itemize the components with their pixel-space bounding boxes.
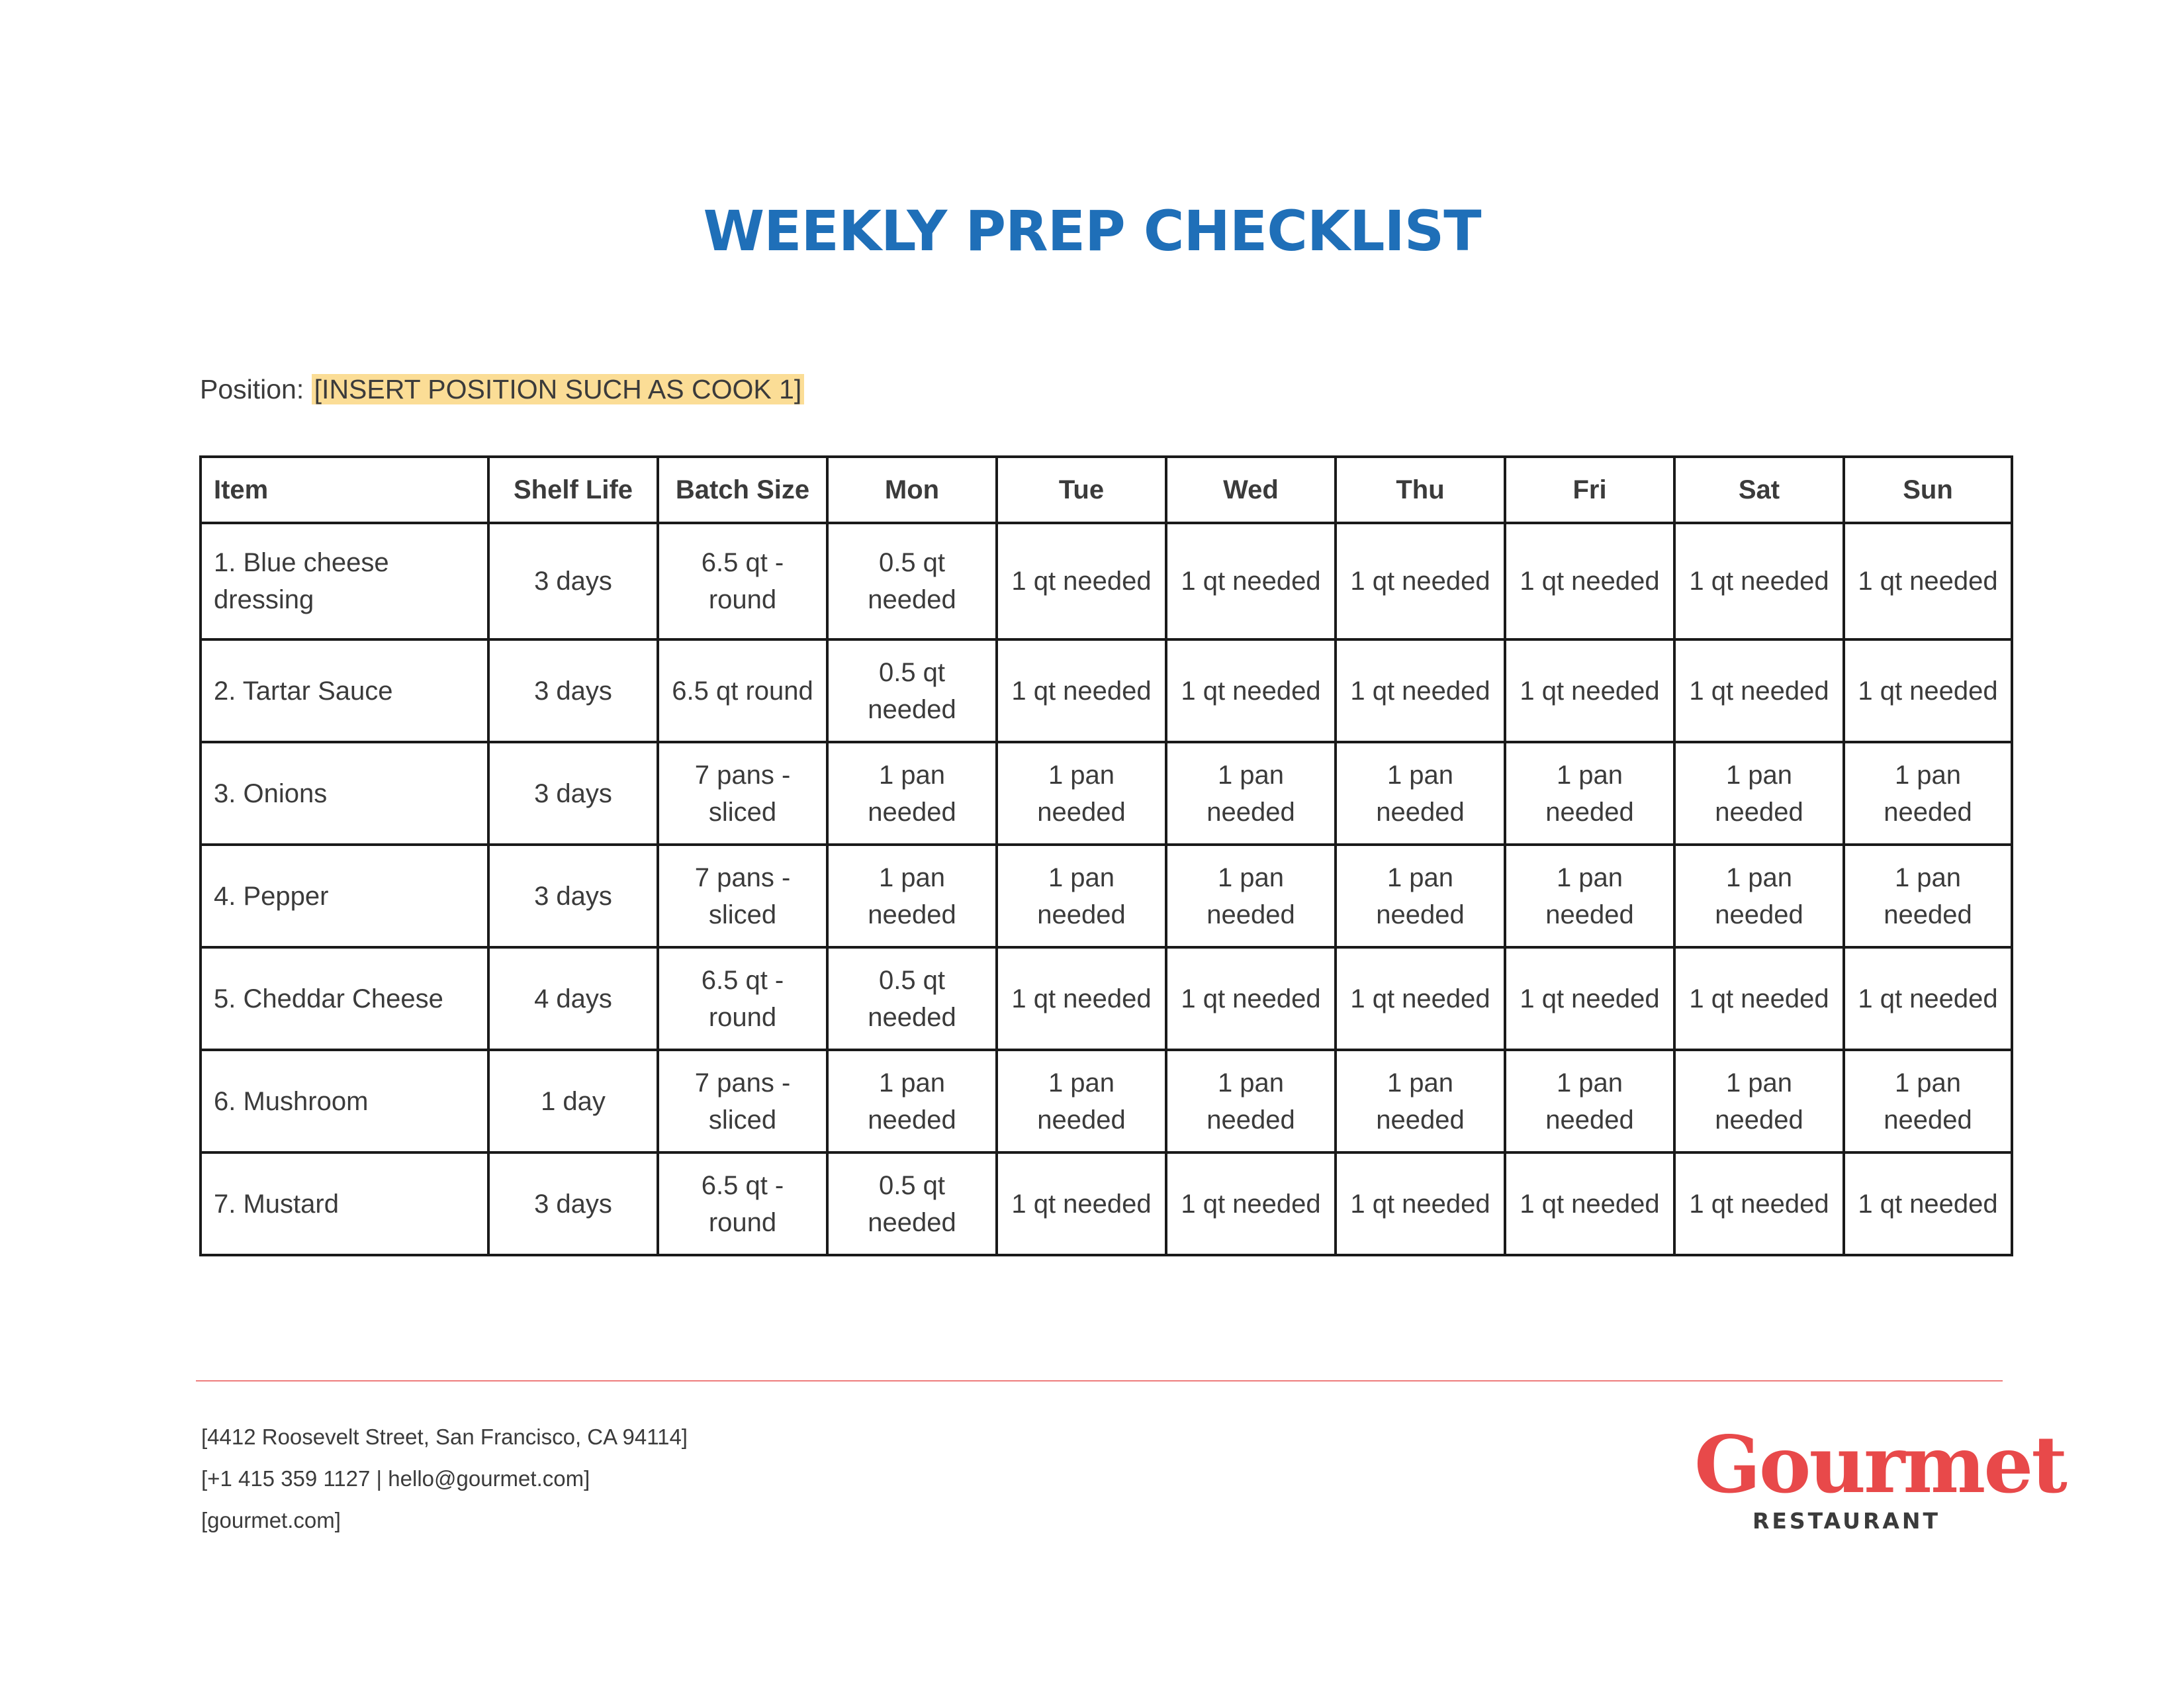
cell-wed: 1 qt needed xyxy=(1166,639,1336,742)
cell-mon: 0.5 qt needed xyxy=(827,947,997,1050)
cell-sat: 1 qt needed xyxy=(1674,947,1844,1050)
table-header-row xyxy=(201,457,2012,523)
cell-sun: 1 qt needed xyxy=(1844,1152,2012,1255)
footer-website: [gourmet.com] xyxy=(201,1508,341,1532)
footer-contact: [+1 415 359 1127 | hello@gourmet.com] xyxy=(201,1466,590,1491)
cell-batch-size: 6.5 qt round xyxy=(658,639,827,742)
cell-thu: 1 qt needed xyxy=(1336,639,1505,742)
cell-item: 7. Mustard xyxy=(201,1152,488,1255)
cell-tue: 1 pan needed xyxy=(997,1050,1166,1152)
header-item: Item xyxy=(201,457,488,523)
cell-mon: 1 pan needed xyxy=(827,742,997,845)
cell-thu: 1 pan needed xyxy=(1336,1050,1505,1152)
gourmet-logo xyxy=(1694,1419,2066,1541)
position-field xyxy=(200,374,804,405)
table-row xyxy=(201,742,2012,845)
cell-shelf-life: 3 days xyxy=(488,742,658,845)
cell-mon: 0.5 qt needed xyxy=(827,1152,997,1255)
cell-wed: 1 pan needed xyxy=(1166,845,1336,947)
cell-fri: 1 qt needed xyxy=(1505,947,1674,1050)
cell-mon: 1 pan needed xyxy=(827,1050,997,1152)
cell-sat: 1 qt needed xyxy=(1674,1152,1844,1255)
header-sat: Sat xyxy=(1674,457,1844,523)
header-shelf-life: Shelf Life xyxy=(488,457,658,523)
cell-wed: 1 qt needed xyxy=(1166,1152,1336,1255)
cell-sun: 1 qt needed xyxy=(1844,947,2012,1050)
cell-sun: 1 qt needed xyxy=(1844,523,2012,639)
cell-shelf-life: 3 days xyxy=(488,523,658,639)
cell-tue: 1 qt needed xyxy=(997,523,1166,639)
cell-shelf-life: 3 days xyxy=(488,845,658,947)
cell-sat: 1 pan needed xyxy=(1674,845,1844,947)
header-mon: Mon xyxy=(827,457,997,523)
cell-fri: 1 pan needed xyxy=(1505,742,1674,845)
cell-sun: 1 pan needed xyxy=(1844,1050,2012,1152)
cell-batch-size: 6.5 qt - round xyxy=(658,523,827,639)
cell-sat: 1 qt needed xyxy=(1674,639,1844,742)
cell-sat: 1 pan needed xyxy=(1674,742,1844,845)
cell-wed: 1 qt needed xyxy=(1166,947,1336,1050)
cell-wed: 1 pan needed xyxy=(1166,742,1336,845)
cell-item: 2. Tartar Sauce xyxy=(201,639,488,742)
cell-item: 5. Cheddar Cheese xyxy=(201,947,488,1050)
cell-thu: 1 qt needed xyxy=(1336,947,1505,1050)
cell-mon: 0.5 qt needed xyxy=(827,523,997,639)
footer-divider xyxy=(196,1380,2003,1382)
cell-mon: 1 pan needed xyxy=(827,845,997,947)
cell-tue: 1 qt needed xyxy=(997,947,1166,1050)
table-row xyxy=(201,1152,2012,1255)
cell-thu: 1 pan needed xyxy=(1336,742,1505,845)
cell-shelf-life: 4 days xyxy=(488,947,658,1050)
table-row xyxy=(201,1050,2012,1152)
cell-fri: 1 pan needed xyxy=(1505,845,1674,947)
table-row xyxy=(201,845,2012,947)
cell-tue: 1 pan needed xyxy=(997,845,1166,947)
logo-wordmark: Gourmet xyxy=(1694,1419,2066,1511)
cell-thu: 1 qt needed xyxy=(1336,523,1505,639)
cell-thu: 1 qt needed xyxy=(1336,1152,1505,1255)
cell-mon: 0.5 qt needed xyxy=(827,639,997,742)
position-label: Position: xyxy=(200,374,312,404)
prep-checklist-table xyxy=(199,455,2013,1256)
logo-tagline: RESTAURANT xyxy=(1752,1508,1941,1534)
header-fri: Fri xyxy=(1505,457,1674,523)
cell-item: 4. Pepper xyxy=(201,845,488,947)
cell-sun: 1 pan needed xyxy=(1844,742,2012,845)
cell-fri: 1 qt needed xyxy=(1505,523,1674,639)
cell-batch-size: 7 pans - sliced xyxy=(658,1050,827,1152)
cell-batch-size: 6.5 qt - round xyxy=(658,1152,827,1255)
table-row xyxy=(201,639,2012,742)
cell-fri: 1 qt needed xyxy=(1505,639,1674,742)
cell-item: 1. Blue cheese dressing xyxy=(201,523,488,639)
cell-fri: 1 qt needed xyxy=(1505,1152,1674,1255)
cell-sun: 1 qt needed xyxy=(1844,639,2012,742)
footer-address: [4412 Roosevelt Street, San Francisco, CA 94114] xyxy=(201,1425,688,1449)
cell-shelf-life: 1 day xyxy=(488,1050,658,1152)
cell-wed: 1 pan needed xyxy=(1166,1050,1336,1152)
table-row xyxy=(201,523,2012,639)
cell-tue: 1 qt needed xyxy=(997,1152,1166,1255)
position-value[interactable]: [INSERT POSITION SUCH AS COOK 1] xyxy=(312,374,805,404)
header-sun: Sun xyxy=(1844,457,2012,523)
cell-item: 3. Onions xyxy=(201,742,488,845)
cell-tue: 1 pan needed xyxy=(997,742,1166,845)
cell-fri: 1 pan needed xyxy=(1505,1050,1674,1152)
cell-tue: 1 qt needed xyxy=(997,639,1166,742)
cell-thu: 1 pan needed xyxy=(1336,845,1505,947)
table-row xyxy=(201,947,2012,1050)
header-batch-size: Batch Size xyxy=(658,457,827,523)
cell-batch-size: 7 pans - sliced xyxy=(658,742,827,845)
page-title: WEEKLY PREP CHECKLIST xyxy=(703,199,1481,263)
cell-wed: 1 qt needed xyxy=(1166,523,1336,639)
header-tue: Tue xyxy=(997,457,1166,523)
cell-shelf-life: 3 days xyxy=(488,1152,658,1255)
header-thu: Thu xyxy=(1336,457,1505,523)
cell-batch-size: 6.5 qt - round xyxy=(658,947,827,1050)
cell-batch-size: 7 pans - sliced xyxy=(658,845,827,947)
cell-sat: 1 pan needed xyxy=(1674,1050,1844,1152)
cell-item: 6. Mushroom xyxy=(201,1050,488,1152)
cell-sun: 1 pan needed xyxy=(1844,845,2012,947)
header-wed: Wed xyxy=(1166,457,1336,523)
cell-shelf-life: 3 days xyxy=(488,639,658,742)
cell-sat: 1 qt needed xyxy=(1674,523,1844,639)
